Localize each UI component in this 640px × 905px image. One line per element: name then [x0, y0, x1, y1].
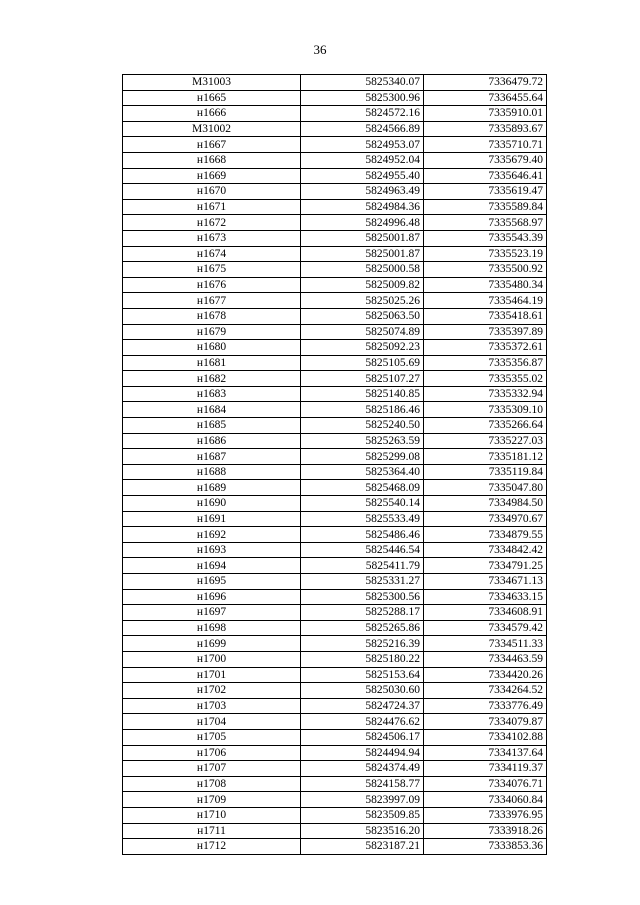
table-row: [123, 496, 547, 512]
x-coordinate-cell: 5825364.40: [301, 464, 424, 480]
table-row: [123, 464, 547, 480]
point-name-cell: н1703: [123, 698, 301, 714]
x-coordinate-cell: 5825263.59: [301, 433, 424, 449]
x-coordinate-cell: 5825001.87: [301, 246, 424, 262]
y-coordinate-cell: 7335464.19: [424, 293, 547, 309]
y-coordinate-cell: 7335568.97: [424, 215, 547, 231]
table-row: [123, 807, 547, 823]
x-coordinate-cell: 5824566.89: [301, 121, 424, 137]
table-row: [123, 620, 547, 636]
x-coordinate-cell: 5825009.82: [301, 277, 424, 293]
point-name-cell: н1680: [123, 340, 301, 356]
y-coordinate-cell: 7335480.34: [424, 277, 547, 293]
y-coordinate-cell: 7334608.91: [424, 605, 547, 621]
y-coordinate-cell: 7335893.67: [424, 121, 547, 137]
x-coordinate-cell: 5824374.49: [301, 761, 424, 777]
x-coordinate-cell: 5825340.07: [301, 75, 424, 91]
point-name-cell: н1677: [123, 293, 301, 309]
y-coordinate-cell: 7335500.92: [424, 262, 547, 278]
y-coordinate-cell: 7335710.71: [424, 137, 547, 153]
point-name-cell: н1673: [123, 230, 301, 246]
x-coordinate-cell: 5825300.56: [301, 589, 424, 605]
y-coordinate-cell: 7335266.64: [424, 418, 547, 434]
y-coordinate-cell: 7333976.95: [424, 807, 547, 823]
y-coordinate-cell: 7335332.94: [424, 386, 547, 402]
x-coordinate-cell: 5825030.60: [301, 683, 424, 699]
y-coordinate-cell: 7334264.52: [424, 683, 547, 699]
x-coordinate-cell: 5824996.48: [301, 215, 424, 231]
point-name-cell: н1709: [123, 792, 301, 808]
y-coordinate-cell: 7335619.47: [424, 184, 547, 200]
table-row: [123, 449, 547, 465]
table-row: [123, 839, 547, 855]
point-name-cell: н1698: [123, 620, 301, 636]
point-name-cell: н1672: [123, 215, 301, 231]
table-row: [123, 792, 547, 808]
y-coordinate-cell: 7335181.12: [424, 449, 547, 465]
table-row: [123, 371, 547, 387]
y-coordinate-cell: 7335047.80: [424, 480, 547, 496]
point-name-cell: н1675: [123, 262, 301, 278]
x-coordinate-cell: 5824963.49: [301, 184, 424, 200]
x-coordinate-cell: 5824476.62: [301, 714, 424, 730]
point-name-cell: н1697: [123, 605, 301, 621]
table-row: [123, 667, 547, 683]
x-coordinate-cell: 5824572.16: [301, 106, 424, 122]
y-coordinate-cell: 7334076.71: [424, 776, 547, 792]
y-coordinate-cell: 7335543.39: [424, 230, 547, 246]
y-coordinate-cell: 7334791.25: [424, 558, 547, 574]
table-row: [123, 558, 547, 574]
point-name-cell: н1704: [123, 714, 301, 730]
x-coordinate-cell: 5824158.77: [301, 776, 424, 792]
x-coordinate-cell: 5825265.86: [301, 620, 424, 636]
y-coordinate-cell: 7336479.72: [424, 75, 547, 91]
y-coordinate-cell: 7335589.84: [424, 199, 547, 215]
x-coordinate-cell: 5825180.22: [301, 651, 424, 667]
coordinates-table-body: [123, 75, 547, 855]
table-row: [123, 823, 547, 839]
point-name-cell: н1682: [123, 371, 301, 387]
y-coordinate-cell: 7334119.37: [424, 761, 547, 777]
x-coordinate-cell: 5823997.09: [301, 792, 424, 808]
point-name-cell: н1668: [123, 152, 301, 168]
table-row: [123, 324, 547, 340]
table-row: [123, 589, 547, 605]
x-coordinate-cell: 5825140.85: [301, 386, 424, 402]
point-name-cell: н1670: [123, 184, 301, 200]
x-coordinate-cell: 5825533.49: [301, 511, 424, 527]
x-coordinate-cell: 5825092.23: [301, 340, 424, 356]
x-coordinate-cell: 5824506.17: [301, 729, 424, 745]
coordinates-table: [122, 74, 547, 855]
x-coordinate-cell: 5825540.14: [301, 496, 424, 512]
x-coordinate-cell: 5825331.27: [301, 574, 424, 590]
table-row: [123, 433, 547, 449]
x-coordinate-cell: 5825288.17: [301, 605, 424, 621]
point-name-cell: н1695: [123, 574, 301, 590]
point-name-cell: н1674: [123, 246, 301, 262]
point-name-cell: н1693: [123, 542, 301, 558]
table-row: [123, 511, 547, 527]
point-name-cell: н1691: [123, 511, 301, 527]
table-row: [123, 729, 547, 745]
y-coordinate-cell: 7335646.41: [424, 168, 547, 184]
table-row: [123, 698, 547, 714]
point-name-cell: н1705: [123, 729, 301, 745]
y-coordinate-cell: 7334984.50: [424, 496, 547, 512]
y-coordinate-cell: 7333853.36: [424, 839, 547, 855]
point-name-cell: н1683: [123, 386, 301, 402]
table-row: [123, 277, 547, 293]
point-name-cell: н1707: [123, 761, 301, 777]
point-name-cell: н1708: [123, 776, 301, 792]
y-coordinate-cell: 7335372.61: [424, 340, 547, 356]
point-name-cell: н1686: [123, 433, 301, 449]
table-row: [123, 402, 547, 418]
y-coordinate-cell: 7333918.26: [424, 823, 547, 839]
x-coordinate-cell: 5824953.07: [301, 137, 424, 153]
point-name-cell: н1679: [123, 324, 301, 340]
x-coordinate-cell: 5825063.50: [301, 308, 424, 324]
x-coordinate-cell: 5825153.64: [301, 667, 424, 683]
y-coordinate-cell: 7334879.55: [424, 527, 547, 543]
y-coordinate-cell: 7335309.10: [424, 402, 547, 418]
y-coordinate-cell: 7335356.87: [424, 355, 547, 371]
table-row: [123, 230, 547, 246]
x-coordinate-cell: 5825186.46: [301, 402, 424, 418]
table-row: [123, 636, 547, 652]
y-coordinate-cell: 7335418.61: [424, 308, 547, 324]
x-coordinate-cell: 5825105.69: [301, 355, 424, 371]
point-name-cell: н1687: [123, 449, 301, 465]
table-row: [123, 527, 547, 543]
point-name-cell: М31002: [123, 121, 301, 137]
table-row: [123, 651, 547, 667]
point-name-cell: н1681: [123, 355, 301, 371]
y-coordinate-cell: 7335119.84: [424, 464, 547, 480]
y-coordinate-cell: 7334511.33: [424, 636, 547, 652]
table-row: [123, 246, 547, 262]
table-row: [123, 714, 547, 730]
table-row: [123, 574, 547, 590]
point-name-cell: н1711: [123, 823, 301, 839]
x-coordinate-cell: 5824494.94: [301, 745, 424, 761]
table-row: [123, 542, 547, 558]
table-row: [123, 199, 547, 215]
point-name-cell: н1702: [123, 683, 301, 699]
x-coordinate-cell: 5825240.50: [301, 418, 424, 434]
point-name-cell: н1684: [123, 402, 301, 418]
y-coordinate-cell: 7334102.88: [424, 729, 547, 745]
y-coordinate-cell: 7334079.87: [424, 714, 547, 730]
table-row: [123, 745, 547, 761]
point-name-cell: н1712: [123, 839, 301, 855]
x-coordinate-cell: 5825299.08: [301, 449, 424, 465]
table-row: [123, 137, 547, 153]
point-name-cell: н1667: [123, 137, 301, 153]
point-name-cell: н1706: [123, 745, 301, 761]
table-row: [123, 761, 547, 777]
x-coordinate-cell: 5823509.85: [301, 807, 424, 823]
table-row: [123, 106, 547, 122]
point-name-cell: н1665: [123, 90, 301, 106]
table-row: [123, 184, 547, 200]
x-coordinate-cell: 5825216.39: [301, 636, 424, 652]
y-coordinate-cell: 7334463.59: [424, 651, 547, 667]
table-row: [123, 152, 547, 168]
point-name-cell: н1688: [123, 464, 301, 480]
point-name-cell: н1694: [123, 558, 301, 574]
x-coordinate-cell: 5824952.04: [301, 152, 424, 168]
y-coordinate-cell: 7334137.64: [424, 745, 547, 761]
y-coordinate-cell: 7334579.42: [424, 620, 547, 636]
x-coordinate-cell: 5825468.09: [301, 480, 424, 496]
y-coordinate-cell: 7335910.01: [424, 106, 547, 122]
point-name-cell: н1685: [123, 418, 301, 434]
y-coordinate-cell: 7335523.19: [424, 246, 547, 262]
point-name-cell: н1678: [123, 308, 301, 324]
table-row: [123, 355, 547, 371]
table-row: [123, 480, 547, 496]
y-coordinate-cell: 7335679.40: [424, 152, 547, 168]
table-row: [123, 121, 547, 137]
table-row: [123, 293, 547, 309]
x-coordinate-cell: 5825000.58: [301, 262, 424, 278]
table-row: [123, 262, 547, 278]
y-coordinate-cell: 7334633.15: [424, 589, 547, 605]
y-coordinate-cell: 7335355.02: [424, 371, 547, 387]
table-row: [123, 605, 547, 621]
x-coordinate-cell: 5825486.46: [301, 527, 424, 543]
point-name-cell: н1676: [123, 277, 301, 293]
y-coordinate-cell: 7335227.03: [424, 433, 547, 449]
point-name-cell: н1701: [123, 667, 301, 683]
x-coordinate-cell: 5825025.26: [301, 293, 424, 309]
y-coordinate-cell: 7335397.89: [424, 324, 547, 340]
point-name-cell: н1666: [123, 106, 301, 122]
point-name-cell: н1699: [123, 636, 301, 652]
y-coordinate-cell: 7336455.64: [424, 90, 547, 106]
table-row: [123, 683, 547, 699]
x-coordinate-cell: 5824984.36: [301, 199, 424, 215]
x-coordinate-cell: 5825446.54: [301, 542, 424, 558]
x-coordinate-cell: 5825411.79: [301, 558, 424, 574]
x-coordinate-cell: 5825300.96: [301, 90, 424, 106]
point-name-cell: н1671: [123, 199, 301, 215]
table-row: [123, 168, 547, 184]
point-name-cell: н1689: [123, 480, 301, 496]
table-row: [123, 386, 547, 402]
y-coordinate-cell: 7334842.42: [424, 542, 547, 558]
table-row: [123, 215, 547, 231]
point-name-cell: н1690: [123, 496, 301, 512]
y-coordinate-cell: 7334970.67: [424, 511, 547, 527]
table-row: [123, 418, 547, 434]
x-coordinate-cell: 5823516.20: [301, 823, 424, 839]
table-row: [123, 75, 547, 91]
point-name-cell: н1692: [123, 527, 301, 543]
x-coordinate-cell: 5823187.21: [301, 839, 424, 855]
y-coordinate-cell: 7334671.13: [424, 574, 547, 590]
point-name-cell: н1669: [123, 168, 301, 184]
table-row: [123, 340, 547, 356]
x-coordinate-cell: 5825074.89: [301, 324, 424, 340]
x-coordinate-cell: 5824724.37: [301, 698, 424, 714]
x-coordinate-cell: 5825001.87: [301, 230, 424, 246]
table-row: [123, 776, 547, 792]
page-number: 36: [313, 42, 327, 57]
table-row: [123, 90, 547, 106]
point-name-cell: н1710: [123, 807, 301, 823]
y-coordinate-cell: 7334420.26: [424, 667, 547, 683]
y-coordinate-cell: 7334060.84: [424, 792, 547, 808]
x-coordinate-cell: 5825107.27: [301, 371, 424, 387]
table-row: [123, 308, 547, 324]
point-name-cell: М31003: [123, 75, 301, 91]
x-coordinate-cell: 5824955.40: [301, 168, 424, 184]
y-coordinate-cell: 7333776.49: [424, 698, 547, 714]
point-name-cell: н1700: [123, 651, 301, 667]
point-name-cell: н1696: [123, 589, 301, 605]
